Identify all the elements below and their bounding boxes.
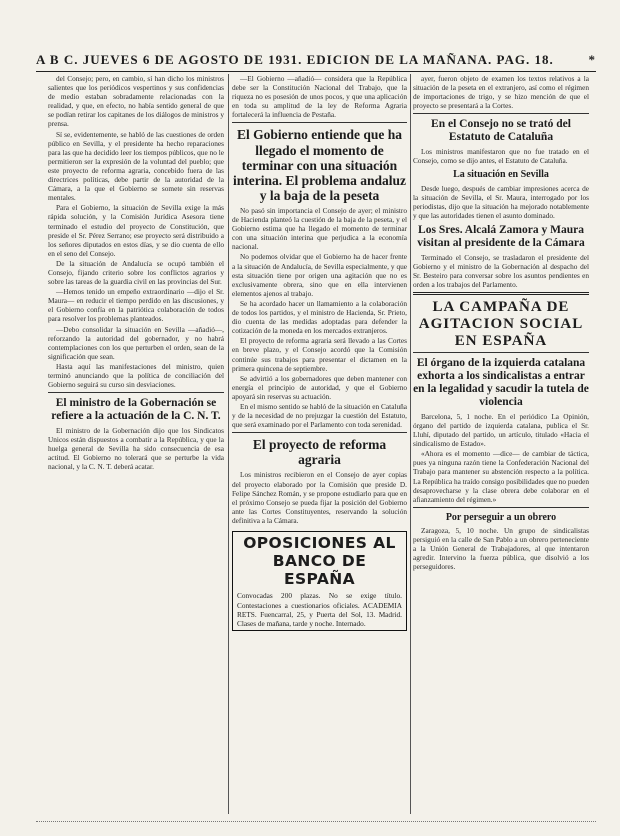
header-mark: * — [588, 52, 596, 67]
column-1 — [48, 74, 224, 816]
article-paragraph: No podemos olvidar que el Gobierno ha de hacer frente a la situación de Andalucía, de Sevilla especialmente, y que esta situación tiene por origen una agitación que no es exclusivamente obrera, sino que en ella intervienen elementos ajenos al trabajo. — [232, 252, 407, 298]
article-paragraph: Terminado el Consejo, se trasladaron el presidente del Gobierno y el ministro de la Gobernación al despacho del Sr. Besteiro para conversar sobre los asuntos pendientes en orden a los trabajos del Parlamento. — [413, 252, 589, 289]
article-headline: Los Sres. Alcalá Zamora y Maura visitan al presidente de la Cámara — [417, 223, 585, 249]
article-paragraph: Hasta aquí las manifestaciones del ministro, quien terminó anunciando que la política de conciliación del Gobierno seguirá su curso sin desviaciones. — [48, 361, 224, 390]
article-headline: El Gobierno entiende que ha llegado el momento de terminar con una situación interina. El problema andaluz y la baja de la peseta — [232, 127, 407, 203]
article-headline: En el Consejo no se trató del Estatuto de Cataluña — [431, 118, 571, 144]
article-paragraph: De la situación de Andalucía se ocupó también el Consejo, fijando criterio sobre los conflictos agrarios y sobre las tareas de la guardia civil en las provincias del Sur. — [48, 258, 224, 287]
section-rule — [413, 113, 589, 114]
article-paragraph: Los ministros recibieron en el Consejo de ayer copias del proyecto elaborado por la Comisión que preside D. Felipe Sánchez Román, y se propone estudiarlo para que en el próximo Consejo se pueda fijar la posición del Gobierno ante las Cortes Constituyentes, reservando la solución definitiva a la Cámara. — [232, 470, 407, 525]
article-headline: Por perseguir a un obrero — [445, 511, 557, 523]
article-paragraph: En el mismo sentido se habló de la situación en Cataluña y de la necesidad de no prejuzgar la cuestión del Estatuto, que será examinado por el Parlamento con toda serenidad. — [232, 401, 407, 430]
footer-rule — [36, 821, 596, 822]
article-headline: El proyecto de reforma agraria — [252, 437, 387, 468]
article-paragraph: Para el Gobierno, la situación de Sevilla exige la más rápida solución, y la Comisión Jurídica Asesora tiene terminado el estudio del proyecto de Constitución, que preside el Sr. Pérez Serrano; ese proyecto será distribuido a los señores diputados en estos días, y se dio cuenta de ello en el seno del Consejo. — [48, 203, 224, 258]
article-headline: El ministro de la Gobernación se refiere a la actuación de la C. N. T. — [51, 397, 221, 423]
article-paragraph: Se ha acordado hacer un llamamiento a la colaboración de todos los partidos, y el ministro de Hacienda, Sr. Prieto, dio cuenta de las medidas adoptadas para defender la cotización de la moneda en los mercados extranjeros. — [232, 298, 407, 336]
ad-title: OPOSICIONES AL BANCO DE ESPAÑA — [243, 534, 396, 588]
article-headline: El órgano de la izquierda catalana exhorta a los sindicalistas a entrar en la legalidad y sacudir la tutela de violencia — [413, 357, 589, 409]
section-rule — [413, 292, 589, 295]
advertisement-box — [232, 531, 407, 631]
article-headline: La situación en Sevilla — [453, 169, 549, 181]
article-paragraph: Sí se, evidentemente, se habló de las cuestiones de orden público en Sevilla, y el presidente ha hecho reparaciones para las que ha decidido leer los tiempos públicos, que no le permitieron ser la expresión de la voluntad del pueblo; que este proyecto de reforma agraria, concebido fuera de las directrices políticas, debe partir de la autoridad de la Cámara, a la que el Gobierno se somete sin reservas mentales. — [48, 129, 224, 203]
ad-body: Convocadas 200 plazas. No se exige título. Contestaciones a cuestionarios oficiales. ACADEMIA RETS. Fuencarral, 25, y Puerta del Sol, 13. Madrid. Clases de mañana, tarde y noche. Internado. — [237, 591, 402, 628]
article-paragraph: del Consejo; pero, en cambio, sí han dicho los ministros salientes que los periódicos vespertinos y sus confidencias de medio estaban sobradamente relacionadas con la realidad, y que, en efecto, no había sentido general de que se podían retirar los capitanes de los diálogos de ministros y prensa. — [48, 74, 224, 129]
column-2 — [232, 74, 407, 816]
article-paragraph: Los ministros manifestaron que no fue tratado en el Consejo, como se dijo antes, el Estatuto de Cataluña. — [413, 147, 589, 166]
header-rule — [36, 71, 596, 72]
article-paragraph: «Ahora es el momento —dice— de cambiar de táctica, pues ya ninguna razón tiene la Confederación Nacional del Trabajo para mantener su abstención respecto a la política. La República ha traído consigo posibilidades que no pueden desaprovecharse y la clase obrera debe colaborar en el afianzamiento del régimen.» — [413, 449, 589, 504]
article-paragraph: Barcelona, 5, 1 noche. En el periódico La Opinión, órgano del partido de izquierda catalana, publica el Sr. Lluhí, diputado del partido, un artículo, titulado «Hacia el sindicalismo de Estado». — [413, 411, 589, 449]
section-rule — [232, 122, 407, 123]
header-text: A B C. JUEVES 6 DE AGOSTO DE 1931. EDICION DE LA MAÑANA. PAG. 18. — [36, 52, 554, 67]
article-paragraph: No pasó sin importancia el Consejo de ayer; el ministro de Hacienda planteó la cuestión de la baja de la peseta, y el Gobierno estima que ha llegado el momento de terminar con una situación interina que perjudica a la economía nacional. — [232, 206, 407, 252]
article-paragraph: El ministro de la Gobernación dijo que los Sindicatos Unicos están dispuestos a combatir a la República, y que la huelga general de Sevilla ha sido consecuencia de esa actitud. El Gobierno no tolerará que se perturbe la vida nacional, y la C. N. T. deberá acatar. — [48, 425, 224, 472]
article-paragraph: ayer, fueron objeto de examen los textos relativos a la situación de la peseta en el extranjero, así como el régimen de importaciones de trigo, y se hizo mención de que el proyecto se presentará a la Cortes. — [413, 74, 589, 111]
section-headline: LA CAMPAÑA DE AGITACION SOCIAL EN ESPAÑA — [418, 299, 584, 349]
section-rule — [48, 392, 224, 393]
article-paragraph: Zaragoza, 5, 10 noche. Un grupo de sindicalistas persiguió en la calle de San Pablo a un obrero perteneciente a la Unión General de Trabajadores, al que intentaron agredir. Intervino la fuerza pública, que disolvió a los perseguidores. — [413, 526, 589, 572]
section-rule — [413, 352, 589, 353]
article-paragraph: —Hemos tenido un empeño extraordinario —dijo el Sr. Maura— en reducir el tiempo perdido en las discusiones, y el Gobierno confía en la patriótica colaboración de todos para resolver los problemas planteados. — [48, 287, 224, 324]
column-3 — [413, 74, 589, 816]
section-rule — [413, 507, 589, 508]
article-paragraph: El proyecto de reforma agraria será llevado a las Cortes en breve plazo, y el Consejo acordó que la Comisión continúe sus trabajos para presentar el dictamen en la primera quincena de septiembre. — [232, 336, 407, 373]
column-divider — [228, 74, 229, 814]
column-divider — [410, 74, 411, 814]
page-header — [36, 50, 596, 70]
section-rule — [232, 432, 407, 433]
article-paragraph: —Debo consolidar la situación en Sevilla —añadió—, reforzando la autoridad del gobernador, y no habrá contemplaciones con los que perturben el orden, sean de la significación que sean. — [48, 324, 224, 361]
article-paragraph: Se advirtió a los gobernadores que deben mantener con energía el principio de autoridad, y que el Gobierno apoyará sin reservas su actuación. — [232, 373, 407, 401]
article-paragraph: Desde luego, después de cambiar impresiones acerca de la situación de Sevilla, el Sr. Maura, interrogado por los periodistas, dijo que la situación ha mejorado notablemente y que las autoridades tienen el asunto dominado. — [413, 183, 589, 220]
article-paragraph: —El Gobierno —añadió— considera que la República debe ser la Constitución Nacional del Trabajo, que la riqueza no es posesión de unos pocos, y que una aplicación en toda su amplitud de la ley de Reforma Agraria fortalecerá la influencia de Pestaña. — [232, 74, 407, 120]
